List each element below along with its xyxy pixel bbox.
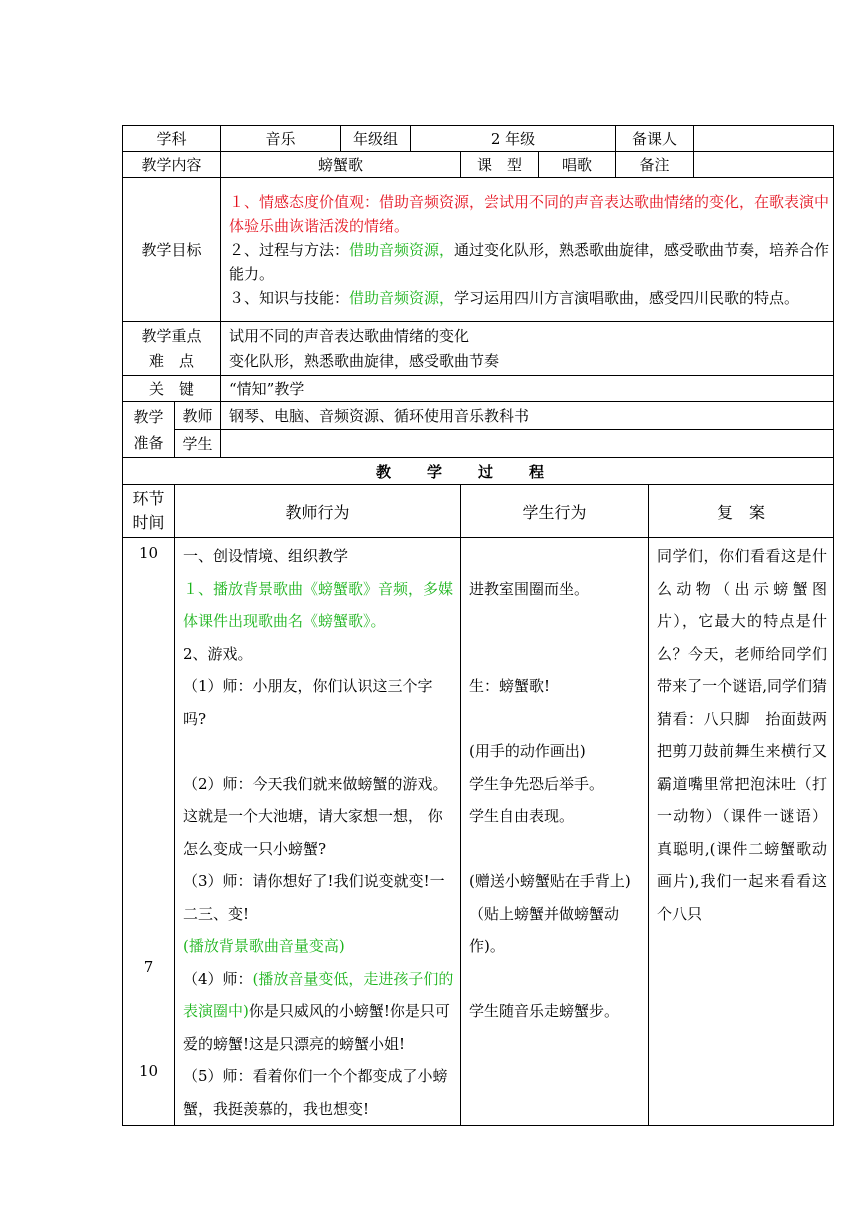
subject-label: 学科	[123, 126, 221, 152]
objective-3-rest: 学习运用四川方言演唱歌曲，感受四川民歌的特点。	[454, 288, 800, 307]
objective-3	[229, 286, 829, 310]
objective-1: １、情感态度价值观：借助音频资源，尝试用不同的声音表达歌曲情绪的变化，在歌表演中体验乐曲诙谐活泼的情绪。	[229, 192, 830, 235]
student-step-3: (用手的动作画出)	[469, 742, 586, 760]
key-point-text: 试用不同的声音表达歌曲情绪的变化	[229, 326, 470, 345]
prep-teacher-row	[123, 402, 834, 430]
teacher-step-5: （2）师：今天我们就来做螃蟹的游戏。这就是一个大池塘，请大家想一想， 你怎么变成一只小螃蟹?	[183, 774, 448, 858]
grade-value: 2 年级	[411, 126, 616, 152]
objectives-content	[221, 178, 834, 322]
lesson-plan-table	[122, 125, 834, 1126]
col-teacher-header: 教师行为	[175, 485, 461, 538]
header-row-2	[123, 152, 834, 178]
objective-2-prefix: ２、过程与方法：	[229, 240, 350, 259]
student-step-5: 学生自由表现。	[469, 807, 575, 825]
header-row-1	[123, 126, 834, 152]
col-review-header: 复 案	[649, 485, 834, 538]
col-time-bottom: 时间	[132, 513, 165, 532]
prep-teacher-value: 钢琴、电脑、音频资源、循环使用音乐教科书	[221, 402, 834, 430]
difficult-point-text: 变化队形，熟悉歌曲旋律，感受歌曲节奏	[229, 351, 500, 370]
prep-student-label: 学生	[175, 430, 221, 458]
key-point-label: 教学重点	[141, 326, 202, 345]
teacher-step-3: 2、游戏。	[183, 644, 253, 663]
student-step-7: （贴上螃蟹并做螃蟹动作)。	[469, 904, 620, 955]
subject-value: 音乐	[221, 126, 341, 152]
key-row	[123, 376, 834, 402]
key-label: 关 键	[123, 376, 221, 402]
objective-2-green: 借助音频资源，	[349, 240, 455, 259]
prep-label-top: 教学	[133, 407, 164, 426]
student-step-6: (赠送小螃蟹贴在手背上)	[469, 872, 631, 890]
key-points-row	[123, 322, 834, 376]
teacher-step-1: 一、创设情境、组织教学	[183, 547, 349, 565]
grade-label: 年级组	[341, 126, 411, 152]
objectives-label: 教学目标	[123, 178, 221, 322]
student-step-8: 学生随音乐走螃蟹步。	[469, 1002, 620, 1020]
col-time-top: 环节	[132, 489, 165, 508]
lesson-plan	[122, 125, 833, 1126]
review-notes	[649, 538, 834, 1126]
teacher-step-9: （5）师：看着你们一个个都变成了小螃蟹，我挺羡慕的，我也想变!	[183, 1067, 448, 1118]
process-title: 教学过程	[123, 458, 834, 485]
objective-2-rest: 通过变化队形，熟悉歌曲旋律，感受歌曲节奏，培养合作能力。	[229, 240, 830, 283]
teacher-step-4: （1）师：小朋友，你们认识这三个字吗?	[183, 677, 433, 728]
col-time-header	[123, 485, 175, 538]
objective-3-green: 借助音频资源，	[349, 288, 455, 307]
difficult-point-label: 难 点	[149, 351, 195, 370]
teacher-actions	[175, 538, 461, 1126]
teacher-step-8-green: (播放音量变低，走进孩子们的表演圈中)	[183, 969, 454, 1020]
student-step-2: 生：螃蟹歌!	[469, 677, 551, 695]
remark-label: 备注	[616, 152, 694, 178]
objectives-row	[123, 178, 834, 322]
preparer-value	[694, 126, 834, 152]
review-text: 同学们，你们看看这是什么动物（出示螃蟹图片），它最大的特点是什么？今天，老师给同学们带来了一个谜语,同学们猜猜看：八只脚 抬面鼓两把剪刀鼓前舞生来横行又霸道嘴里常把泡沫吐（打一动物）（课件一谜语）真聪明,(课件二螃蟹歌动画片),我们一起来看看这个八只	[657, 547, 828, 923]
time-3: 10	[138, 1062, 159, 1080]
prep-teacher-label: 教师	[175, 402, 221, 430]
teacher-step-6: （3）师：请你想好了!我们说变就变!一二三、变!	[183, 872, 445, 923]
process-body-row	[123, 538, 834, 1126]
type-label: 课 型	[461, 152, 539, 178]
time-column	[123, 538, 175, 1126]
teacher-step-8-rest: 你是只威风的小螃蟹!你是只可爱的螃蟹!这是只漂亮的螃蟹小姐!	[183, 1002, 450, 1053]
type-value: 唱歌	[539, 152, 616, 178]
process-title-row	[123, 458, 834, 485]
key-value: “情知”教学	[221, 376, 834, 402]
student-actions	[461, 538, 649, 1126]
col-student-header: 学生行为	[461, 485, 649, 538]
student-step-4: 学生争先恐后举手。	[469, 774, 605, 793]
process-header-row	[123, 485, 834, 538]
prep-student-row	[123, 430, 834, 458]
content-value: 螃蟹歌	[221, 152, 461, 178]
prep-student-value	[221, 430, 834, 458]
teacher-step-8	[183, 963, 454, 1061]
student-step-1: 进教室围圈而坐。	[469, 579, 590, 598]
objective-2	[229, 238, 829, 286]
teacher-step-7: (播放背景歌曲音量变高)	[183, 937, 345, 955]
objective-3-prefix: ３、知识与技能：	[229, 288, 350, 307]
content-label: 教学内容	[123, 152, 221, 178]
prep-label	[123, 402, 175, 458]
prep-label-bottom: 准备	[133, 433, 164, 452]
teacher-step-8-prefix: （4）师：	[183, 969, 253, 988]
key-points-label	[123, 322, 221, 376]
time-2: 7	[143, 958, 154, 976]
key-points-content	[221, 322, 834, 376]
teacher-step-2: １、播放背景歌曲《螃蟹歌》音频，多媒体课件出现歌曲名《螃蟹歌》。	[183, 579, 454, 630]
preparer-label: 备课人	[616, 126, 694, 152]
time-1: 10	[138, 544, 159, 562]
remark-value	[694, 152, 834, 178]
